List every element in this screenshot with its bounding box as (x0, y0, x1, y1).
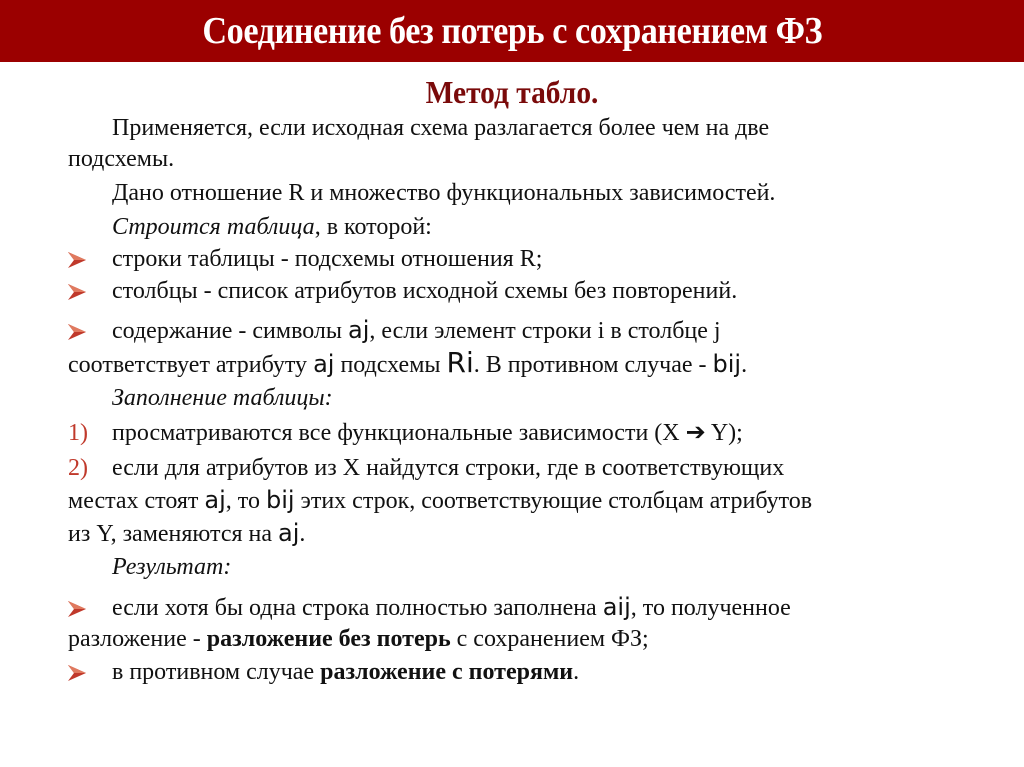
arrow-bullet-icon (68, 324, 112, 340)
paragraph-given: Дано отношение R и множество функциональных зависимостей. (112, 180, 776, 206)
paragraph-applies: Применяется, если исходная схема разлагается более чем на две (112, 115, 770, 141)
item-number: 2) (68, 455, 88, 481)
slide-header (0, 0, 1024, 62)
italic-text: Строится таблица (112, 214, 315, 240)
numbered-item: 1) просматриваются все функциональные зависимости (X ➔ Y); (68, 417, 743, 449)
result-bullet: если хотя бы одна строка полностью заполнена aij, то полученное (68, 592, 791, 624)
slide-subtitle: Метод табло. (425, 74, 599, 110)
arrow-bullet-icon (68, 284, 112, 300)
numbered-item: 2) если для атрибутов из X найдутся строки, где в соответствующих (68, 453, 784, 484)
arrow-bullet-icon (68, 601, 112, 617)
paragraph-table: Строится таблица, в которой: (112, 214, 432, 240)
bullet-item: столбцы - список атрибутов исходной схемы без повторений. (68, 276, 737, 307)
numbered-item-cont: местах стоят aj, то bij этих строк, соответствующие столбцам атрибутов (68, 486, 813, 514)
result-bullet: в противном случае разложение с потерями. (68, 657, 579, 688)
paragraph-applies-cont: подсхемы. (68, 146, 175, 172)
arrow-icon: ➔ (685, 418, 706, 446)
arrow-bullet-icon (68, 665, 112, 681)
bullet-item-cont: соответствует атрибуту aj подсхемы Ri. В противном случае - bij. (68, 346, 748, 379)
arrow-bullet-icon (68, 252, 112, 268)
slide-title: Соединение без потерь с сохранением ФЗ (202, 10, 822, 52)
result-heading: Результат: (112, 554, 232, 580)
fill-heading: Заполнение таблицы: (112, 385, 333, 411)
item-number: 1) (68, 420, 88, 446)
bullet-item: содержание - символы aj, если элемент строки i в столбце j (68, 315, 721, 347)
numbered-item-cont: из Y, заменяются на aj. (68, 519, 306, 547)
result-bullet-cont: разложение - разложение без потерь с сохранением ФЗ; (68, 626, 649, 652)
bullet-item: строки таблицы - подсхемы отношения R; (68, 244, 542, 275)
